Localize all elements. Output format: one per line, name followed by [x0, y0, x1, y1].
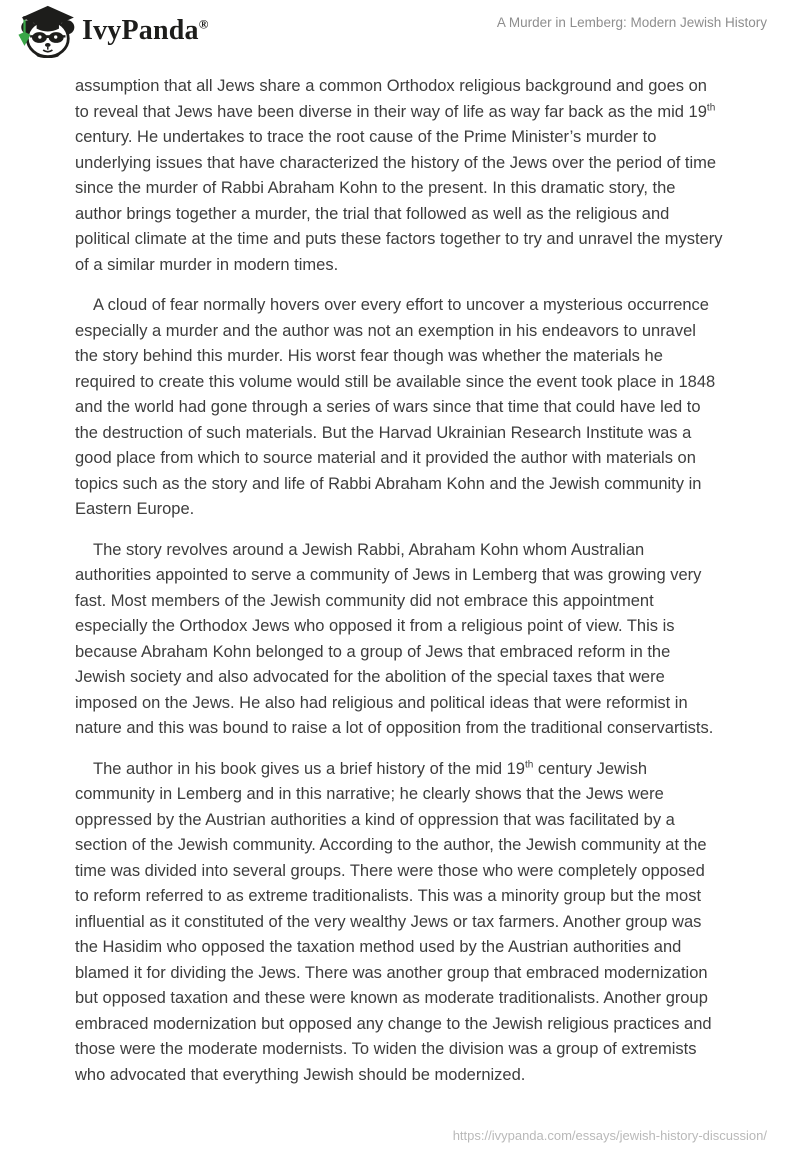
paragraph: assumption that all Jews share a common Orthodox religious background and goes on to reveal that Jews have been diverse in their way of life as way far back as the mid 19th century. He undertakes to trace the root cause of the Prime Minister’s murder to underlying issues that have characterized the history of the Jews over the period of time since the murder of Rabbi Abraham Kohn to the present. In this dramatic story, the author brings together a murder, the trial that followed as well as the religious and political climate at the time and puts these factors together to try and unravel the mystery of a similar murder in modern times. — [75, 77, 723, 274]
header — [0, 0, 800, 62]
ivypanda-logo — [14, 4, 209, 58]
paragraph: The author in his book gives us a brief history of the mid 19th century Jewish community in Lemberg and in this narrative; he clearly shows that the Jews were oppressed by the Austrian authorities a kind of oppression that was facilitated by a section of the Jewish community. According to the author, the Jewish community at the time was divided into several groups. There were those who were completely opposed to reform referred to as extreme traditionalists. This was a minority group but the most influential as it constituted of the very wealthy Jews or tax farmers. Another group was the Hasidim who opposed the taxation method used by the Austrian authorities and blamed it for dividing the Jews. There was another group that embraced modernization but opposed taxation and these were known as moderate traditionalists. Another group embraced modernization but opposed any change to the Jewish religious practices and those were the moderate modernists. To widen the division was a group of extremists who advocated that everything Jewish should be modernized. — [75, 759, 712, 1084]
essay-body — [0, 62, 800, 1088]
footer — [453, 1128, 767, 1143]
document-title: A Murder in Lemberg: Modern Jewish History — [496, 15, 767, 30]
source-url[interactable]: https://ivypanda.com/essays/jewish-history-discussion/ — [452, 1128, 767, 1143]
brand-text: IvyPanda — [82, 15, 199, 46]
registered-mark: ® — [198, 16, 209, 32]
paragraph: A cloud of fear normally hovers over every effort to uncover a mysterious occurrence especially a murder and the author was not an exemption in his endeavors to unravel the story behind this murder. His worst fear though was whether the materials he required to create this volume would still be available since the event took place in 1848 and the world had gone through a series of wars since that time that could have led to the destruction of such materials. But the Harvad Ukrainian Research Institute was a good place from which to source material and it provided the author with materials on topics such as the story and life of Rabbi Abraham Kohn and the Jewish community in Eastern Europe. — [75, 296, 716, 518]
panda-graduate-icon — [14, 4, 76, 58]
paragraph: The story revolves around a Jewish Rabbi, Abraham Kohn whom Australian authorities appointed to serve a community of Jews in Lemberg that was growing very fast. Most members of the Jewish community did not embrace this appointment especially the Orthodox Jews who opposed it from a religious point of view. This is because Abraham Kohn belonged to a group of Jews that embraced reform in the Jewish society and also advocated for the abolition of the special taxes that were imposed on the Jews. He also had religious and political ideas that were reformist in nature and this was bound to raise a lot of opposition from the traditional conservartists. — [75, 540, 714, 737]
brand-name — [82, 15, 209, 47]
